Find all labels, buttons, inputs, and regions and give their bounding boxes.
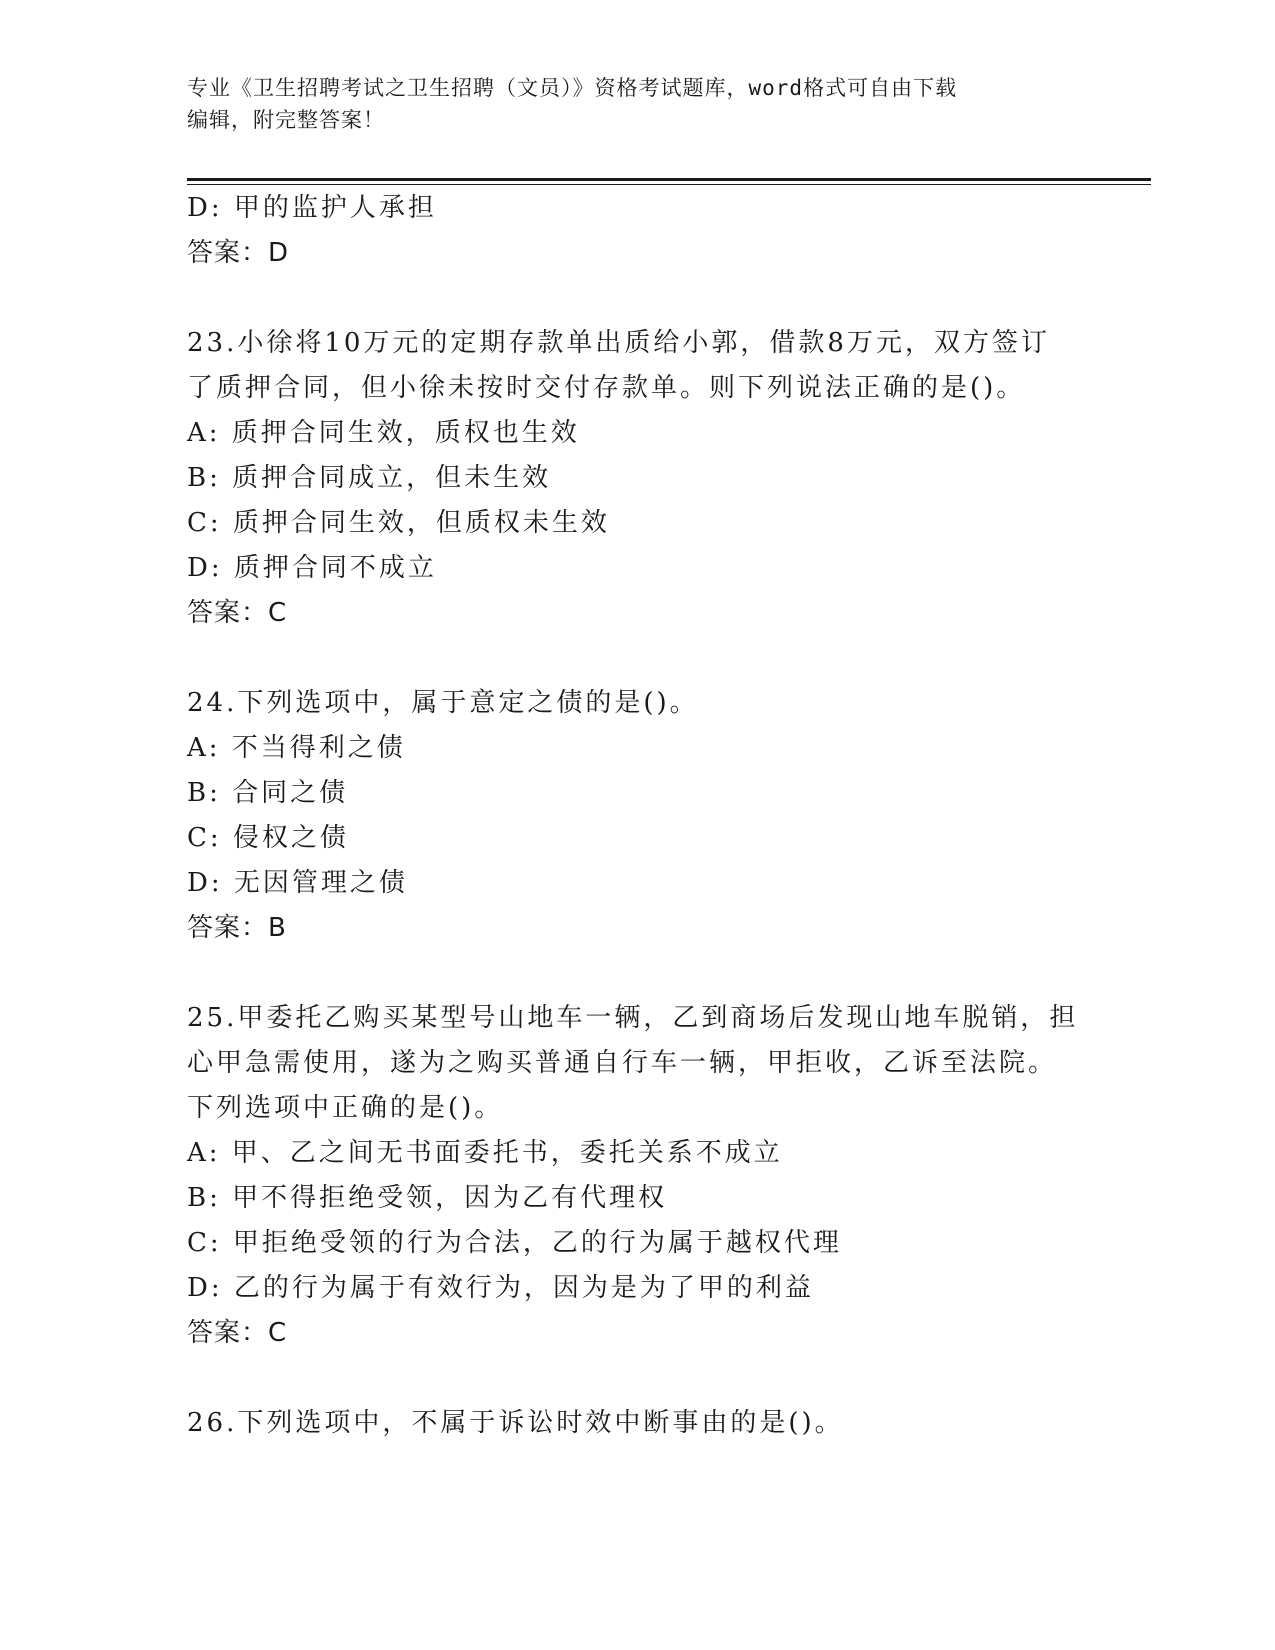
option-b: B: 合同之债 — [187, 778, 349, 808]
option-a: A: 不当得利之债 — [187, 733, 406, 763]
option-b: B: 质押合同成立，但未生效 — [187, 463, 552, 493]
option-c: C: 侵权之债 — [187, 823, 349, 853]
prev-option-d: D: 甲的监护人承担 — [187, 193, 437, 223]
answer: 答案：C — [187, 1318, 288, 1348]
question-text-line: 下列选项中正确的是()。 — [187, 1093, 504, 1123]
option-c: C: 质押合同生效，但质权未生效 — [187, 508, 610, 538]
option-a: A: 甲、乙之间无书面委托书，委托关系不成立 — [187, 1138, 783, 1168]
option-d: D: 乙的行为属于有效行为，因为是为了甲的利益 — [187, 1273, 814, 1303]
option-d: D: 质押合同不成立 — [187, 553, 437, 583]
option-d: D: 无因管理之债 — [187, 868, 408, 898]
question-text-line: 23.小徐将10万元的定期存款单出质给小郭，借款8万元，双方签订 — [187, 328, 1050, 358]
header-divider-thick — [187, 178, 1151, 181]
question-text-line: 26.下列选项中，不属于诉讼时效中断事由的是()。 — [187, 1408, 844, 1438]
document-header — [187, 72, 1077, 136]
answer: 答案：B — [187, 913, 287, 943]
question-text-line: 25.甲委托乙购买某型号山地车一辆，乙到商场后发现山地车脱销，担 — [187, 1003, 1079, 1033]
header-line-2: 编辑，附完整答案！ — [187, 108, 385, 132]
question-text-line: 24.下列选项中，属于意定之债的是()。 — [187, 688, 699, 718]
prev-answer: 答案：D — [187, 238, 290, 268]
header-divider-thin — [187, 184, 1151, 185]
question-text-line: 了质押合同，但小徐未按时交付存款单。则下列说法正确的是()。 — [187, 373, 1026, 403]
option-a: A: 质押合同生效，质权也生效 — [187, 418, 580, 448]
answer: 答案：C — [187, 598, 288, 628]
question-text-line: 心甲急需使用，遂为之购买普通自行车一辆，甲拒收，乙诉至法院。 — [187, 1048, 1058, 1078]
option-b: B: 甲不得拒绝受领，因为乙有代理权 — [187, 1183, 668, 1213]
option-c: C: 甲拒绝受领的行为合法，乙的行为属于越权代理 — [187, 1228, 842, 1258]
header-line-1: 专业《卫生招聘考试之卫生招聘（文员）》资格考试题库，word格式可自由下载 — [187, 76, 958, 100]
